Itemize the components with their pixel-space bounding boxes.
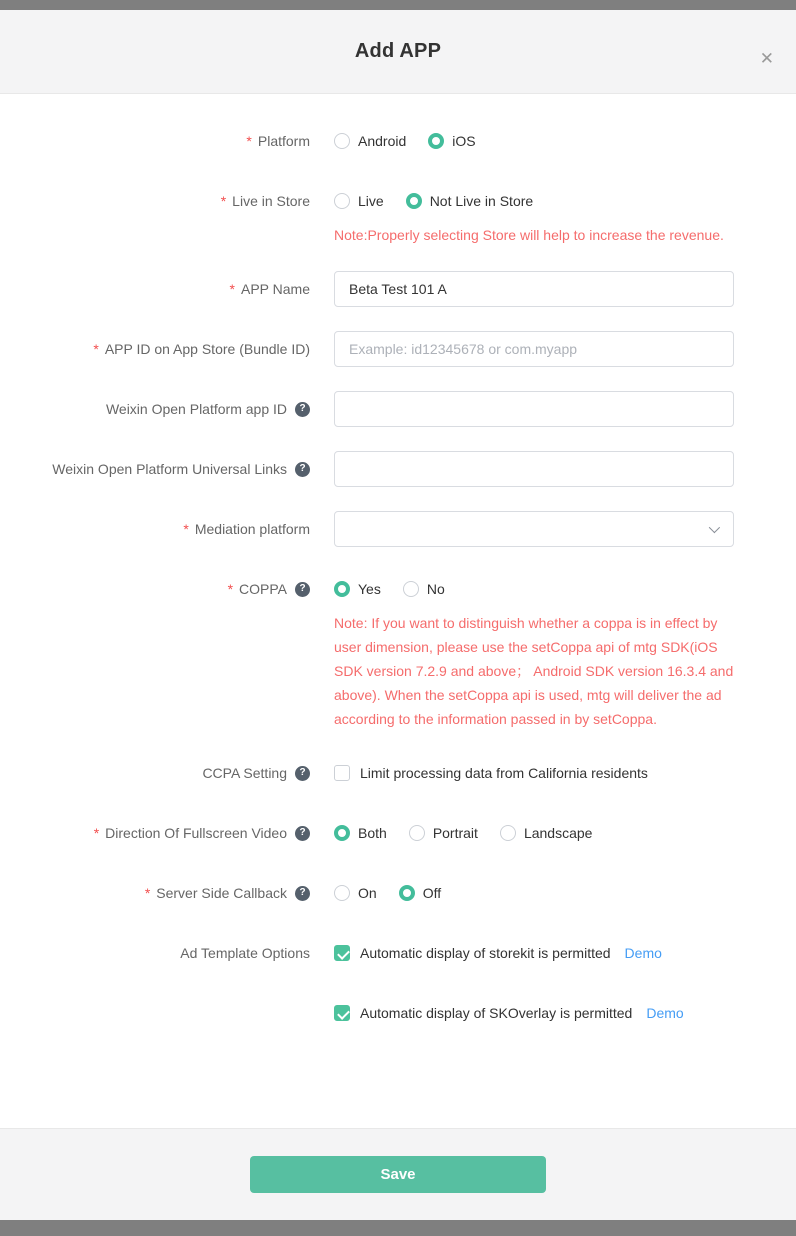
checkbox-checked-icon [334, 1005, 350, 1021]
live-in-store-label [0, 183, 310, 219]
field-platform [0, 123, 796, 159]
radio-live[interactable] [334, 193, 384, 209]
direction-label-text: Direction Of Fullscreen Video [105, 825, 287, 841]
storekit-demo-link[interactable]: Demo [624, 945, 662, 961]
field-direction-fullscreen-video [0, 815, 796, 851]
field-mediation-platform [0, 511, 796, 547]
radio-label: Not Live in Store [429, 193, 534, 209]
field-app-name [0, 271, 796, 307]
checkbox-unchecked-icon [334, 765, 350, 781]
field-app-id [0, 331, 796, 367]
radio-coppa-yes[interactable] [334, 581, 381, 597]
coppa-label-text: COPPA [239, 581, 287, 597]
required-marker: * [93, 825, 100, 841]
radio-platform-ios[interactable] [428, 133, 475, 149]
help-icon[interactable]: ? [295, 766, 310, 781]
server-callback-label [0, 875, 310, 911]
radio-label: No [426, 581, 445, 597]
radio-label: Live [358, 193, 384, 209]
field-ccpa-setting [0, 755, 796, 791]
required-marker: * [183, 521, 189, 537]
radio-label: Off [422, 885, 442, 901]
modal-footer [0, 1128, 796, 1220]
required-marker: * [93, 341, 99, 357]
weixin-universal-links-input[interactable] [334, 451, 734, 487]
weixin-universal-links-label-text: Weixin Open Platform Universal Links [52, 461, 287, 477]
radio-unselected-icon [334, 193, 350, 209]
checkbox-label: Limit processing data from California residents [360, 765, 648, 781]
required-marker: * [144, 885, 151, 901]
radio-label: On [358, 885, 377, 901]
field-weixin-universal-links [0, 451, 796, 487]
radio-unselected-icon [403, 581, 419, 597]
radio-label: Both [358, 825, 387, 841]
live-in-store-label-text: Live in Store [232, 193, 310, 209]
checkbox-label: Automatic display of storekit is permitted [360, 945, 611, 961]
radio-unselected-icon [334, 133, 350, 149]
app-name-label-text: APP Name [241, 281, 310, 297]
modal-body [0, 94, 796, 1128]
radio-selected-icon [334, 581, 350, 597]
app-id-label-text: APP ID on App Store (Bundle ID) [104, 341, 310, 357]
radio-selected-icon [334, 825, 350, 841]
radio-direction-both[interactable] [334, 825, 387, 841]
radio-callback-off[interactable] [399, 885, 441, 901]
modal-header [0, 10, 796, 94]
close-icon[interactable]: ✕ [759, 49, 774, 68]
save-button[interactable]: Save [250, 1156, 546, 1193]
app-id-label [0, 331, 310, 367]
field-server-side-callback [0, 875, 796, 911]
app-name-label [0, 271, 310, 307]
mediation-platform-label-text: Mediation platform [194, 521, 310, 537]
add-app-modal [0, 10, 796, 1220]
coppa-label [0, 571, 310, 607]
ccpa-checkbox[interactable] [334, 765, 648, 781]
ad-template-options-label-text: Ad Template Options [180, 945, 310, 961]
weixin-app-id-label-text: Weixin Open Platform app ID [105, 401, 287, 417]
weixin-app-id-input[interactable] [334, 391, 734, 427]
help-icon[interactable]: ? [295, 886, 310, 901]
required-marker: * [227, 581, 234, 597]
required-marker: * [229, 281, 235, 297]
weixin-app-id-label [0, 391, 310, 427]
field-weixin-app-id [0, 391, 796, 427]
radio-coppa-no[interactable] [403, 581, 445, 597]
radio-platform-android[interactable] [334, 133, 406, 149]
help-icon[interactable]: ? [295, 582, 310, 597]
ccpa-setting-label [0, 755, 310, 791]
radio-label: Android [358, 133, 407, 149]
radio-unselected-icon [500, 825, 516, 841]
checkbox-label: Automatic display of SKOverlay is permitted [360, 1005, 633, 1021]
ad-template-options-label [0, 935, 310, 971]
radio-label: Portrait [432, 825, 478, 841]
field-ad-template-options [0, 935, 796, 1031]
radio-selected-icon [399, 885, 415, 901]
help-icon[interactable]: ? [295, 402, 310, 417]
page-background-bottom [0, 1220, 796, 1236]
mediation-platform-select[interactable] [334, 511, 734, 547]
app-name-input[interactable] [334, 271, 734, 307]
required-marker: * [246, 133, 252, 149]
radio-not-live-in-store[interactable] [406, 193, 534, 209]
field-live-in-store [0, 183, 796, 247]
coppa-note: Note: If you want to distinguish whether a coppa is in effect by user dimension, please use the setCoppa api of mtg SDK(iOS SDK version 7.2.9 and above； Android SDK version 16.3.4 and above). When the setCoppa api is used, mtg will deliver the ad according to the information passed in by setCoppa. [334, 615, 734, 727]
direction-label [0, 815, 310, 851]
radio-label: iOS [452, 133, 476, 149]
radio-direction-portrait[interactable] [409, 825, 478, 841]
storekit-checkbox[interactable] [334, 945, 611, 961]
weixin-universal-links-label [0, 451, 310, 487]
radio-label: Landscape [523, 825, 593, 841]
radio-label: Yes [358, 581, 381, 597]
required-marker: * [220, 193, 227, 209]
skoverlay-checkbox[interactable] [334, 1005, 632, 1021]
modal-title: Add APP [354, 40, 442, 62]
server-callback-label-text: Server Side Callback [156, 885, 287, 901]
platform-label-text: Platform [257, 133, 310, 149]
app-id-input[interactable] [334, 331, 734, 367]
skoverlay-demo-link[interactable]: Demo [646, 1005, 684, 1021]
radio-unselected-icon [334, 885, 350, 901]
page-background-top [0, 0, 796, 10]
radio-direction-landscape[interactable] [500, 825, 593, 841]
checkbox-checked-icon [334, 945, 350, 961]
live-in-store-note: Note:Properly selecting Store will help to increase the revenue. [334, 227, 724, 243]
platform-label [0, 123, 310, 159]
help-icon[interactable]: ? [295, 826, 310, 841]
help-icon[interactable]: ? [295, 462, 310, 477]
mediation-platform-label [0, 511, 310, 547]
field-coppa [0, 571, 796, 731]
radio-selected-icon [428, 133, 444, 149]
radio-selected-icon [406, 193, 422, 209]
radio-unselected-icon [409, 825, 425, 841]
ccpa-setting-label-text: CCPA Setting [202, 765, 287, 781]
radio-callback-on[interactable] [334, 885, 377, 901]
chevron-down-icon [709, 522, 720, 533]
